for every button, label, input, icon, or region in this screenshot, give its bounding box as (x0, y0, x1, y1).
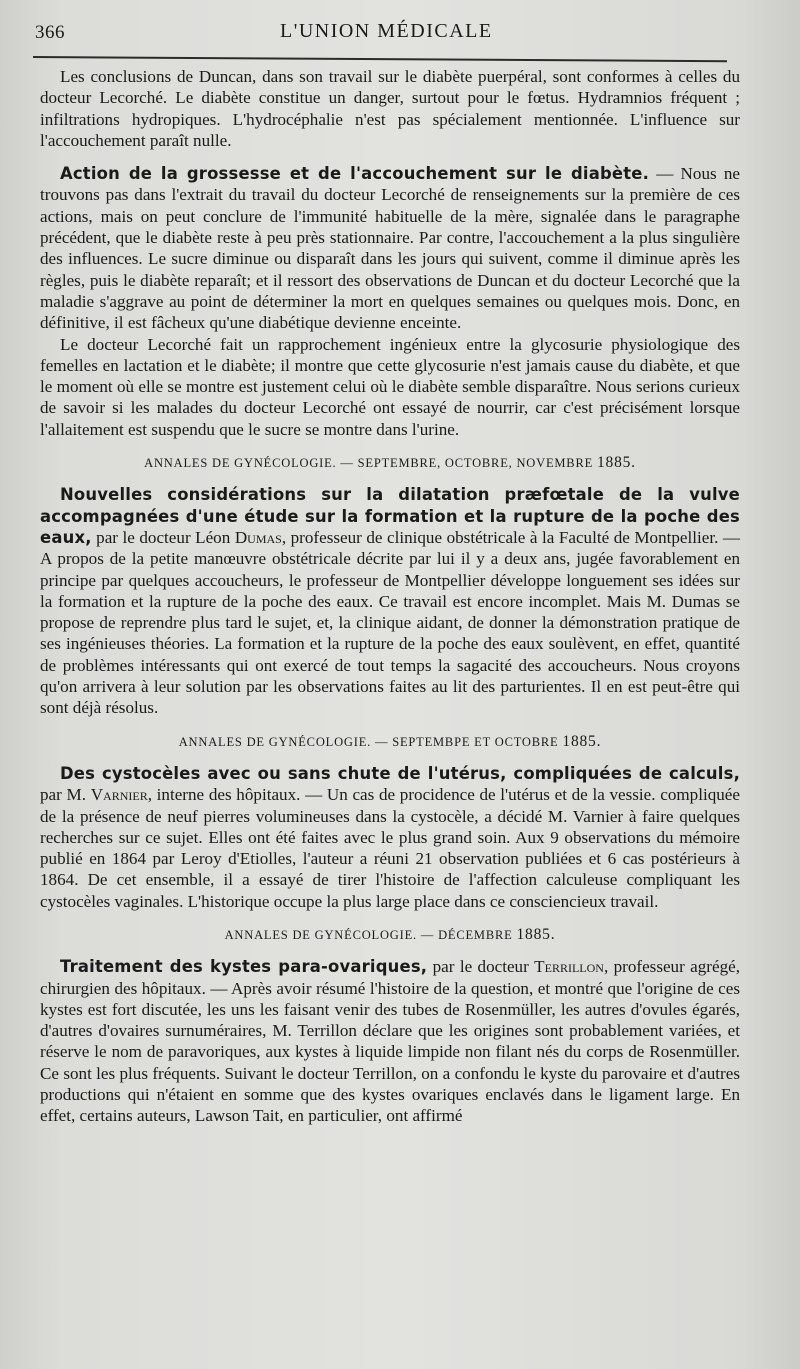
article-title: Traitement des kystes para-ovariques, (60, 957, 428, 977)
page-header (30, 18, 730, 46)
author-name: Terrillon (534, 957, 604, 977)
paragraph-varnier: Des cystocèles avec ou sans chute de l'utérus, compliquées de calculs, par M. Varnier, interne des hôpitaux. — Un cas de procidence de l'utérus et de la vessie. compliquée de la présence de neuf pierres volumineuses dans la cystocèle, a décidé M. Varnier à faire quelques recherches sur ce sujet. Elles ont été faites avec le plus grand soin. Aux 9 observations du mémoire publié en 1864 par Leroy d'Etiolles, l'auteur a réuni 21 observation publiées et 6 cas postérieurs à 1864. De cet ensemble, il a essayé de tirer l'histoire de l'affection calculeuse compliquant les cystocèles vaginales. L'historique occupe la plus large place dans ce consciencieux travail. (40, 763, 740, 911)
article-title: Des cystocèles avec ou sans chute de l'utérus, compliquées de calculs, (60, 763, 740, 783)
article-body (40, 66, 740, 1127)
author-name: Varnier (90, 785, 148, 805)
article-title: Nouvelles considérations sur la dilatation præfœtale de la vulve accompagnées d'une étude sur la formation et la rupture de la poche des eaux, (40, 485, 740, 547)
page-number: 366 (35, 22, 65, 43)
section-heading: ANNALES DE GYNÉCOLOGIE. — SEPTEMBRE, OCTOBRE, NOVEMBRE 1885. (144, 454, 636, 472)
paragraph-dumas: Nouvelles considérations sur la dilatation præfœtale de la vulve accompagnées d'une étude sur la formation et la rupture de la poche des eaux, par le docteur Léon Dumas, professeur de clinique obstétricale à la Faculté de Montpellier. — A propos de la petite manœuvre obstétricale décrite par lui il y a deux ans, jugée favorablement en principe par quelques accoucheurs, le professeur de Montpellier développe longuement ses idées sur la formation et la rupture de la poche des eaux. Ce travail est encore incomplet. Mais M. Dumas se propose de reprendre plus tard le sujet, et, la clinique aidant, de donner la démonstration pratique de ses ingénieuses théories. La formation et la rupture de la poche des eaux soulèvent, en effet, quantité de problèmes intéressants qui ont exercé de tout temps la sagacité des accoucheurs. Nous croyons qu'on arrivera à leur solution par les observations faites au lit des parturientes. Il en est peut-être qui sont déjà résolus. (40, 485, 740, 718)
header-rule (33, 56, 727, 62)
author-name: Dumas (234, 527, 282, 547)
paragraph-pregnancy-action (40, 163, 740, 333)
paragraph-terrillon: Traitement des kystes para-ovariques, par le docteur Terrillon, professeur agrégé, chirurgien des hôpitaux. — Après avoir résumé l'histoire de la question, et montré que l'origine de ces kystes est fort discutée, les uns les faisant venir des tubes de Rosenmüller, les autres d'ovules égarés, d'autres d'ovaires surnuméraires, M. Terrillon déclare que les origines sont probablement variées, et réserve le nom de paravoriques, aux kystes à liquide limpide non filant nés du corps de Rosenmüller. Ce sont les plus fréquents. Suivant le docteur Terrillon, on a confondu le kyste du parovaire et d'autres productions qui n'étaient en somme que des kystes ovariques enclavés dans le ligament large. En effet, certains auteurs, Lawson Tait, en particulier, ont affirmé (40, 957, 740, 1126)
section-heading: ANNALES DE GYNÉCOLOGIE. — DÉCEMBRE 1885. (224, 925, 556, 943)
running-title: L'UNION MÉDICALE (280, 20, 493, 42)
paragraph-text: — Nous ne trouvons pas dans l'extrait du travail du docteur Lecorché de renseignements sur la première de ces actions, mais on peut conclure de l'immunité habituelle de la mère, signalée dans le paragraphe précédent, que le diabète reste à peu près stationnaire. Par contre, l'accouchement a la plus singulière des influences. Le sucre diminue ou disparaît dans les jours qui suivent, comme il diminue après les règles, puis le diabète reparaît; et il ressort des observations de Duncan et du docteur Lecorché que la maladie s'aggrave au point de déterminer la mort en quelques semaines ou quelques mois. Donc, en définitive, il est fâcheux qu'une diabétique devienne enceinte. (40, 164, 740, 333)
paragraph-duncan-conclusions: Les conclusions de Duncan, dans son travail sur le diabète puerpéral, sont conformes à celles du docteur Lecorché. Le diabète constitue un danger, surtout pour le fœtus. Hydramnios fréquent ; infiltrations hydropiques. L'hydrocéphalie n'est pas spécialement mentionnée. L'influence sur l'accouchement paraît nulle. (40, 67, 740, 150)
paragraph-lead: Action de la grossesse et de l'accouchement sur le diabète. (60, 164, 650, 184)
paragraph-glycosuria: Le docteur Lecorché fait un rapprochement ingénieux entre la glycosurie physiologique des femelles en lactation et le diabète; il montre que cette glycosurie n'est jamais cause du diabète, et que le moment où elle se montre est justement celui où le diabète semble disparaître. Nous serions curieux de savoir si les malades du docteur Lecorché ont essayé de nourrir, car c'est précisément lorsque l'allaitement est suspendu que le sucre se montre dans l'urine. (40, 334, 740, 439)
section-heading: ANNALES DE GYNÉCOLOGIE. — SEPTEMBPE ET OCTOBRE 1885. (178, 732, 602, 750)
